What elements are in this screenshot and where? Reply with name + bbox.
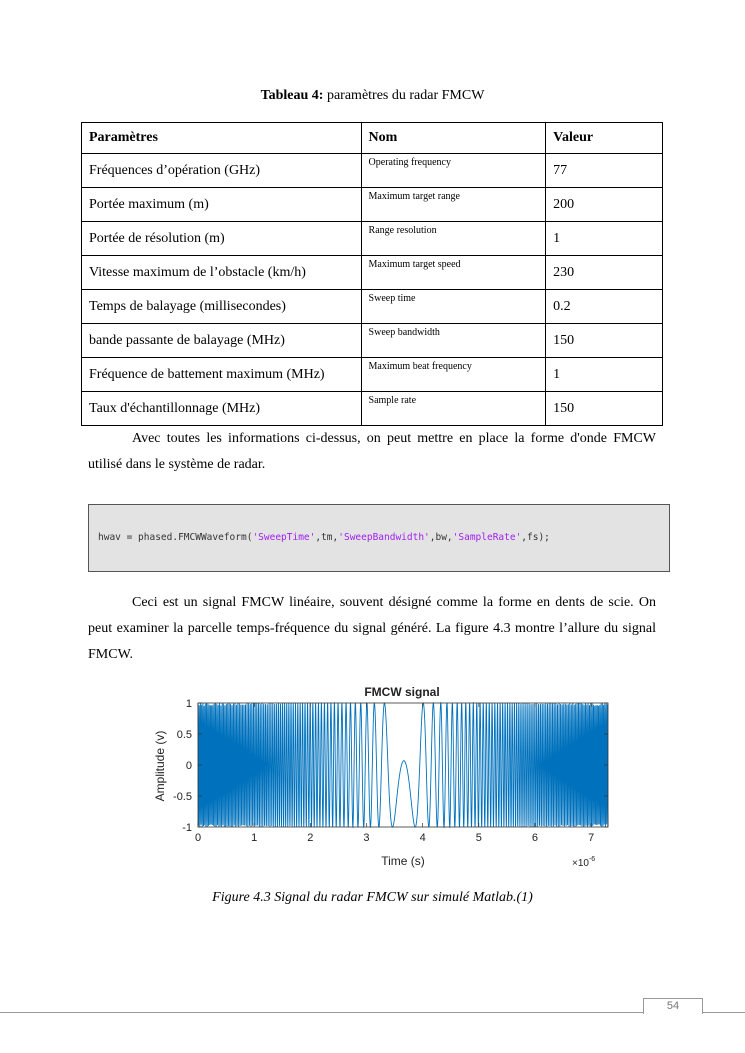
code-string: 'SweepTime' xyxy=(252,532,316,543)
figure-caption: Figure 4.3 Signal du radar FMCW sur simulé Matlab.(1) xyxy=(212,890,533,905)
y-tick-label: -1 xyxy=(182,822,192,834)
cell-valeur: 1 xyxy=(546,358,663,392)
y-axis-label: Amplitude (v) xyxy=(153,730,167,802)
x-tick-label: 7 xyxy=(588,832,595,844)
cell-nom: Maximum target range xyxy=(361,188,546,222)
table-row xyxy=(82,290,663,324)
x-tick-label: 4 xyxy=(419,832,426,844)
code-string: 'SampleRate' xyxy=(452,532,522,543)
y-tick-label: 0.5 xyxy=(176,729,192,741)
code-line xyxy=(98,532,550,543)
paragraph-2-text: Ceci est un signal FMCW linéaire, souvent désigné comme la forme en dents de scie. On peut examiner la parcelle temps-fréquence du signal généré. La figure 4.3 montre l’allure du signal FMCW. xyxy=(88,595,656,662)
table-row xyxy=(82,154,663,188)
x-tick-label: 5 xyxy=(475,832,482,844)
table-row xyxy=(82,392,663,426)
cell-nom: Maximum beat frequency xyxy=(361,358,546,392)
table-caption-label: Tableau 4: xyxy=(260,88,324,103)
table-body xyxy=(82,154,663,426)
x-tick-label: 1 xyxy=(251,832,258,844)
code-text: ,bw, xyxy=(429,532,453,543)
x-tick-label: 6 xyxy=(531,832,539,844)
table-row xyxy=(82,324,663,358)
page-number: 54 xyxy=(643,998,703,1014)
code-block xyxy=(88,504,670,572)
cell-nom: Sweep time xyxy=(361,290,546,324)
series-line-fmcw-signal xyxy=(198,703,608,827)
footer-line xyxy=(0,1012,745,1013)
paragraph-waveform-intro xyxy=(88,426,656,478)
cell-valeur: 0.2 xyxy=(546,290,663,324)
header-valeur: Valeur xyxy=(546,123,663,154)
cell-valeur: 150 xyxy=(546,324,663,358)
cell-parametre: Taux d'échantillonnage (MHz) xyxy=(82,392,362,426)
cell-valeur: 77 xyxy=(546,154,663,188)
x-tick-label: 2 xyxy=(307,832,314,844)
header-parametres: Paramètres xyxy=(82,123,362,154)
cell-parametre: Fréquence de battement maximum (MHz) xyxy=(82,358,362,392)
cell-nom: Sample rate xyxy=(361,392,546,426)
cell-parametre: Vitesse maximum de l’obstacle (km/h) xyxy=(82,256,362,290)
x-exponent-base: ×10 xyxy=(572,858,589,869)
paragraph-1-text: Avec toutes les informations ci-dessus, on peut mettre en place la forme d'onde FMCW utilisé dans le système de radar. xyxy=(88,431,656,472)
cell-nom: Sweep bandwidth xyxy=(361,324,546,358)
x-axis-exponent xyxy=(572,856,595,869)
fmcw-signal-chart xyxy=(150,680,620,875)
y-tick-label: 1 xyxy=(185,698,192,710)
x-tick-label: 0 xyxy=(194,832,202,844)
code-text: hwav = phased.FMCWWaveform( xyxy=(98,532,253,543)
table-row xyxy=(82,188,663,222)
table-caption-text: paramètres du radar FMCW xyxy=(323,88,485,103)
cell-parametre: Portée maximum (m) xyxy=(82,188,362,222)
x-exponent-power: -6 xyxy=(588,856,596,863)
cell-valeur: 150 xyxy=(546,392,663,426)
cell-valeur: 1 xyxy=(546,222,663,256)
table-row xyxy=(82,358,663,392)
table-caption xyxy=(0,88,745,104)
cell-nom: Operating frequency xyxy=(361,154,546,188)
y-tick-label: -0.5 xyxy=(173,791,192,803)
plot-area xyxy=(198,703,608,827)
table-row xyxy=(82,256,663,290)
code-text: ,fs); xyxy=(521,532,550,543)
parameters-table xyxy=(81,122,663,426)
paragraph-signal-description xyxy=(88,590,656,668)
cell-parametre: bande passante de balayage (MHz) xyxy=(82,324,362,358)
y-tick-label: 0 xyxy=(185,760,192,772)
table-header-row xyxy=(82,123,663,154)
cell-valeur: 200 xyxy=(546,188,663,222)
x-tick-label: 3 xyxy=(363,832,370,844)
cell-nom: Maximum target speed xyxy=(361,256,546,290)
code-text: ,tm, xyxy=(315,532,339,543)
chart-title: FMCW signal xyxy=(364,685,440,699)
x-axis-label: Time (s) xyxy=(381,854,425,868)
cell-parametre: Portée de résolution (m) xyxy=(82,222,362,256)
code-string: 'SweepBandwidth' xyxy=(338,532,430,543)
cell-valeur: 230 xyxy=(546,256,663,290)
header-nom: Nom xyxy=(361,123,546,154)
table-row xyxy=(82,222,663,256)
cell-parametre: Fréquences d’opération (GHz) xyxy=(82,154,362,188)
cell-parametre: Temps de balayage (millisecondes) xyxy=(82,290,362,324)
cell-nom: Range resolution xyxy=(361,222,546,256)
